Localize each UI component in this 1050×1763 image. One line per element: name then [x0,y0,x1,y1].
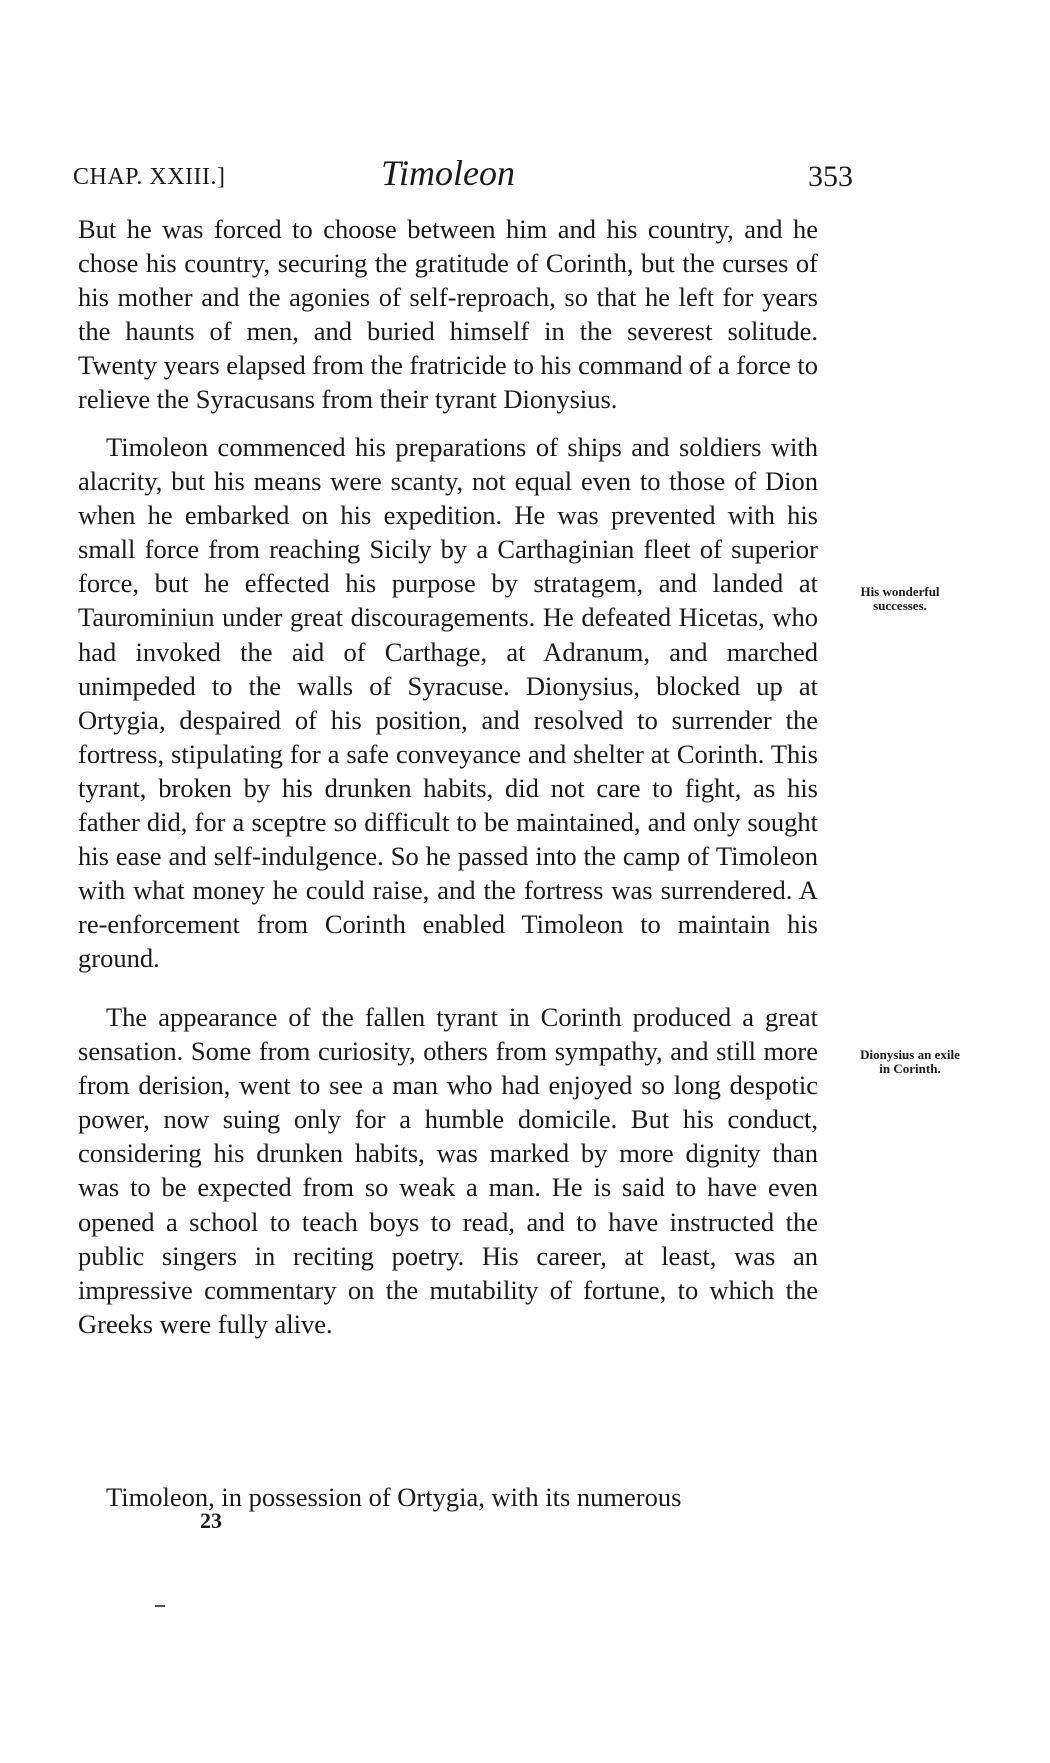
paragraph-1: But he was forced to choose between him and his country, and he chose his country, securing the gratitude of Corinth, but the curses of his mother and the agonies of self-reproach, so that he left for years the haunts of men, and buried himself in the severest solitude. Twenty years elapsed from the fratricide to his command of a force to relieve the Syracusans from their tyrant Dionysius. [78,214,818,415]
signature-mark: 23 [200,1508,222,1533]
paragraph-2: Timoleon commenced his preparations of ships and soldiers with alacrity, but his means were scanty, not equal even to those of Dion when he embarked on his expedition. He was prevented with his small force from reaching Sicily by a Carthaginian fleet of superior force, but he effected his purpose by stratagem, and landed at Taurominiun under great discouragements. He defeated Hicetas, who had invoked the aid of Carthage, at Adranum, and marched unimpeded to the walls of Syracuse. Dionysius, blocked up at Ortygia, despaired of his position, and resolved to surrender the fortress, stipulating for a safe conveyance and shelter at Corinth. This tyrant, broken by his drunken habits, did not care to fight, as his father did, for a sceptre so difficult to be maintained, and only sought his ease and self-indulgence. So he passed into the camp of Timoleon with what money he could raise, and the fortress was surrendered. A re-enforcement from Corinth enabled Timoleon to maintain his ground. [78,432,818,974]
page-number: 353 [808,160,853,193]
margin-note-dionysius: Dionysius an exile in Corinth. [860,1047,960,1076]
page-header [73,150,853,200]
stray-mark [155,1605,165,1607]
paragraph-4: Timoleon, in possession of Ortygia, with its numerous [106,1482,682,1512]
running-title: Timoleon [381,153,516,193]
chapter-label: CHAP. XXIII.] [73,164,226,190]
margin-note-successes: His wonderful successes. [860,584,940,613]
paragraph-3: The appearance of the fallen tyrant in Corinth produced a great sensation. Some from curiosity, others from sympathy, and still more from derision, went to see a man who had enjoyed so long despotic power, now suing only for a humble domicile. But his conduct, considering his drunken habits, was marked by more dignity than was to be expected from so weak a man. He is said to have even opened a school to teach boys to read, and to have instructed the public singers in reciting poetry. His career, at least, was an impressive commentary on the mutability of fortune, to which the Greeks were fully alive. [78,1002,818,1339]
